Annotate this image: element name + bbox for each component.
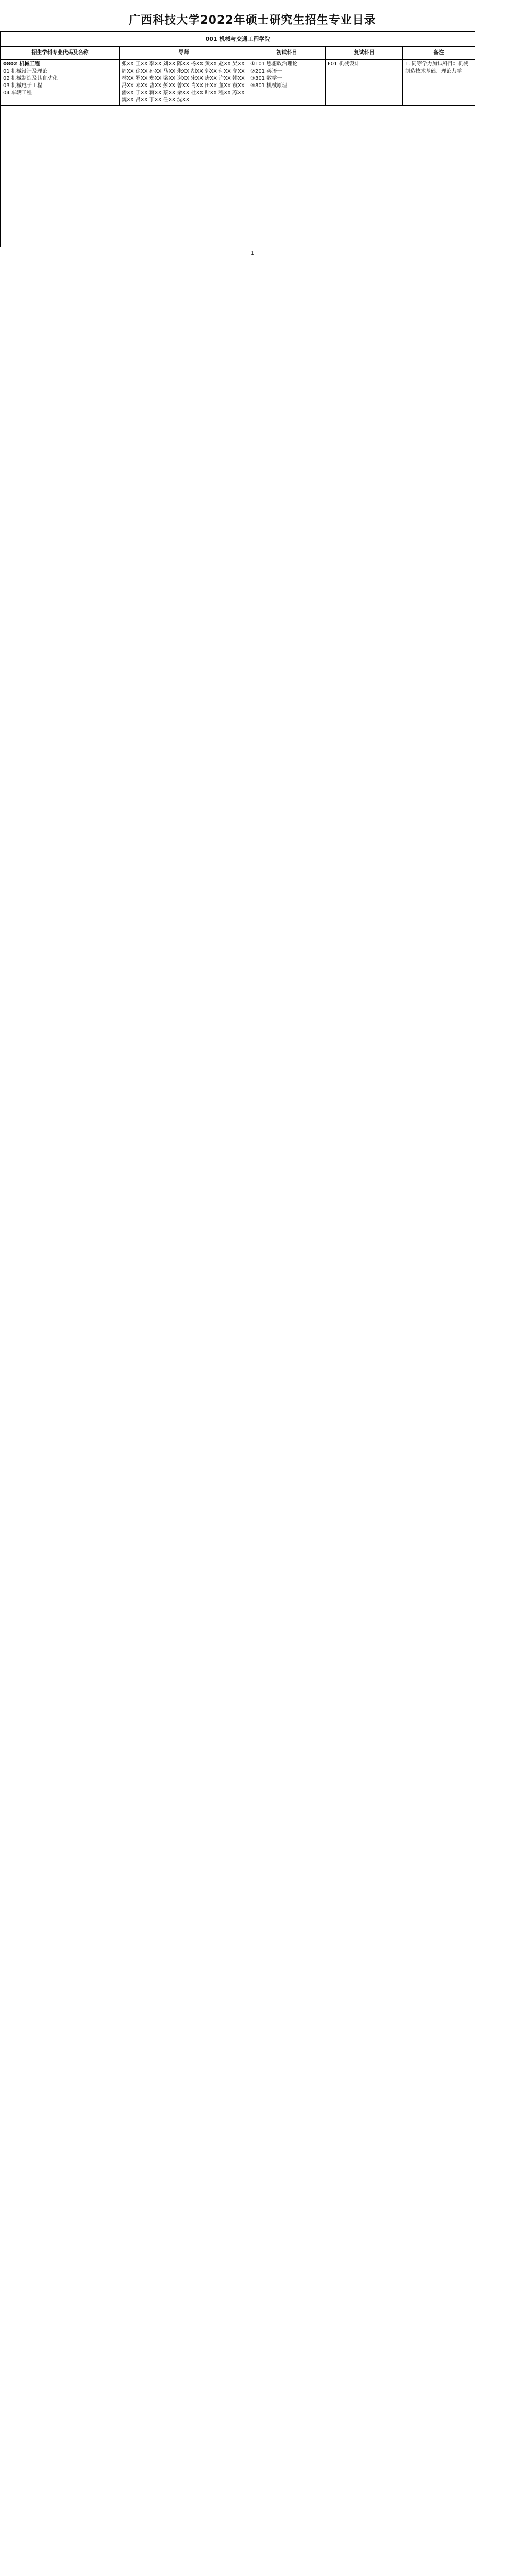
retest-subjects-cell: F01 机械设计 <box>326 60 403 106</box>
header-row <box>1 47 475 60</box>
major-cell <box>1 60 120 106</box>
research-direction: 03 机械电子工程 <box>3 83 42 89</box>
document-title: 广西科技大学2022年硕士研究生招生专业目录 <box>129 14 376 27</box>
major-row <box>1 60 475 106</box>
supervisors-cell: 张XX 王XX 李XX 刘XX 陈XX 杨XX 黄XX 赵XX 吴XX 周XX 徐XX 孙XX 马XX 朱XX 胡XX 郭XX 何XX 高XX 林XX 罗XX 郑XX 梁XX 谢XX 宋XX 唐XX 许XX 韩XX 冯XX 邓XX 曹XX 彭XX 曾XX 肖XX 田XX 董XX 袁XX 潘XX 于XX 蒋XX 蔡XX 余XX 杜XX 叶XX 程XX 苏XX 魏XX 吕XX 丁XX 任XX 沈XX <box>120 60 248 106</box>
research-direction: 01 机械设计及理论 <box>3 69 47 74</box>
college-name: 001 机械与交通工程学院 <box>1 32 475 47</box>
column-header: 初试科目 <box>248 47 326 60</box>
column-header: 招生学科专业代码及名称 <box>1 47 120 60</box>
notes-cell: 1. 同等学力加试科目：机械制造技术基础、理论力学 <box>403 60 475 106</box>
column-header: 备注 <box>403 47 475 60</box>
column-header: 导师 <box>120 47 248 60</box>
exam-subjects-cell: ①101 思想政治理论 ②201 英语一 ③301 数学一 ④801 机械原理 <box>248 60 326 106</box>
research-direction: 02 机械制造及其自动化 <box>3 76 58 81</box>
column-header: 复试科目 <box>326 47 403 60</box>
college-row <box>1 32 475 47</box>
catalog-sheet <box>0 31 474 247</box>
research-direction: 04 车辆工程 <box>3 90 32 96</box>
page-number: 1 <box>250 250 255 256</box>
major-name: 0802 机械工程 <box>3 61 40 67</box>
catalog-table <box>1 31 475 106</box>
